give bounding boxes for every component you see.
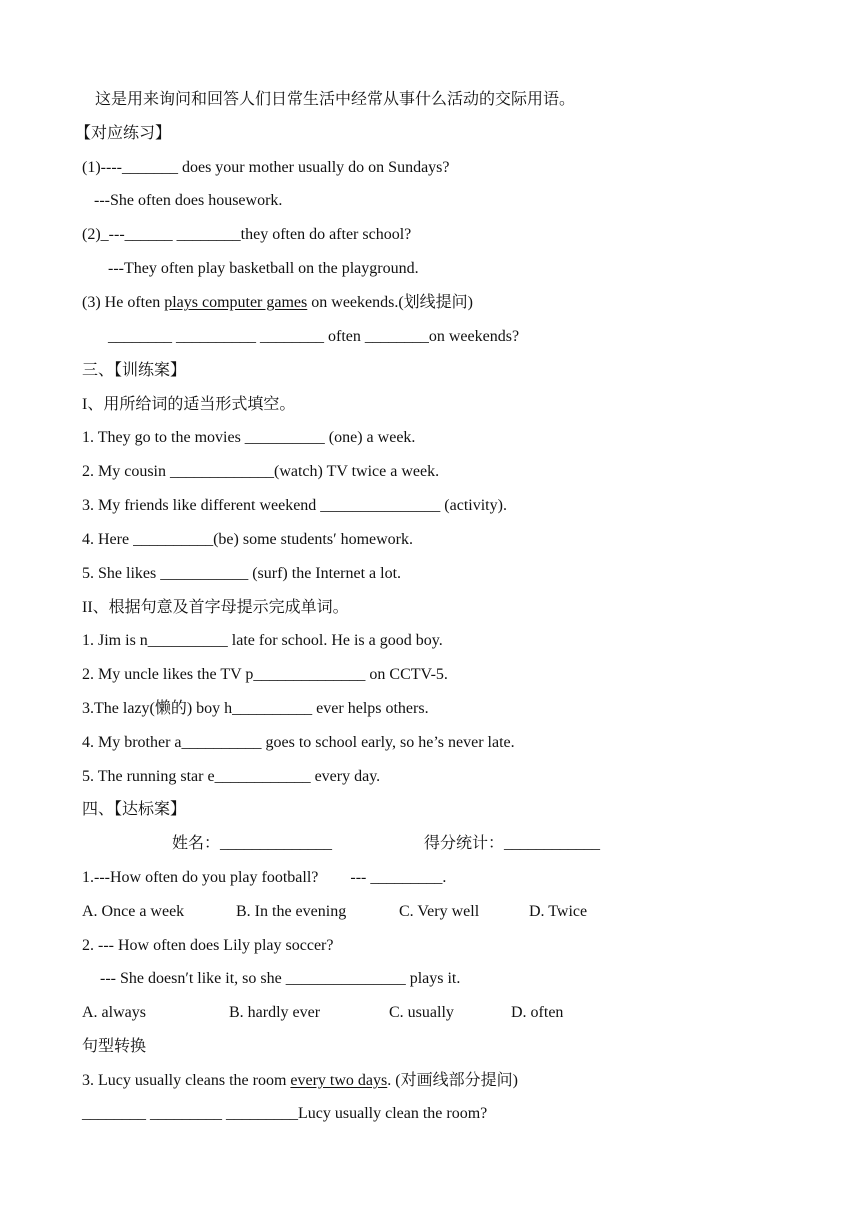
standard-q1-option-c: C. Very well xyxy=(399,903,480,920)
practice-q2-answer: ---They often play basketball on the playground. xyxy=(108,260,419,277)
practice-q3-pre: (3) He often xyxy=(82,294,165,311)
training-part1-item: 1. They go to the movies __________ (one) a week. xyxy=(82,429,416,446)
training-heading: 三、【训练案】 xyxy=(82,362,187,379)
practice-q3-post: on weekends.(划线提问) xyxy=(307,294,474,311)
practice-q2-question: (2)_---______ ________they often do after school? xyxy=(82,226,412,243)
practice-q3-underlined: plays computer games xyxy=(164,294,308,311)
standard-q1-option-d: D. Twice xyxy=(529,903,588,920)
practice-q1-answer: ---She often does housework. xyxy=(94,192,283,209)
standard-q3-underlined: every two days xyxy=(290,1072,388,1089)
standard-q2-sentence: --- She doesn′t like it, so she _______________ plays it. xyxy=(100,970,461,987)
training-part2-item: 2. My uncle likes the TV p______________ on CCTV-5. xyxy=(82,666,448,683)
standard-q1-question: 1.---How often do you play football? --- _________. xyxy=(82,869,447,886)
standard-q2-option-a: A. always xyxy=(82,1004,146,1021)
intro-text: 这是用来询问和回答人们日常生活中经常从事什么活动的交际用语。 xyxy=(95,91,576,108)
standard-q2-option-c: C. usually xyxy=(389,1004,454,1021)
standard-q2-option-d: D. often xyxy=(511,1004,564,1021)
training-part2-item: 4. My brother a__________ goes to school early, so he’s never late. xyxy=(82,734,515,751)
standard-q2-question: 2. --- How often does Lily play soccer? xyxy=(82,937,334,954)
training-part1-item: 2. My cousin _____________(watch) TV twice a week. xyxy=(82,463,440,480)
standard-q2-option-b: B. hardly ever xyxy=(229,1004,321,1021)
standard-q3-pre: 3. Lucy usually cleans the room xyxy=(82,1072,291,1089)
training-part1-title: I、用所给词的适当形式填空。 xyxy=(82,396,296,413)
standard-q1-option-b: B. In the evening xyxy=(236,903,347,920)
standard-heading: 四、【达标案】 xyxy=(82,801,187,818)
standard-q3-post: . (对画线部分提问) xyxy=(387,1072,518,1089)
training-part2-item: 1. Jim is n__________ late for school. He is a good boy. xyxy=(82,632,443,649)
training-part2-item: 3.The lazy(懒的) boy h__________ ever helps others. xyxy=(82,700,429,717)
training-part1-item: 5. She likes ___________ (surf) the Internet a lot. xyxy=(82,565,402,582)
training-part1-item: 3. My friends like different weekend _______________ (activity). xyxy=(82,497,507,514)
transform-title: 句型转换 xyxy=(82,1038,147,1055)
score-field-label: 得分统计：____________ xyxy=(424,835,601,852)
standard-q1-option-a: A. Once a week xyxy=(82,903,185,920)
standard-q3-blank-line: ________ _________ _________Lucy usually clean the room? xyxy=(82,1105,488,1122)
training-part2-item: 5. The running star e____________ every day. xyxy=(82,768,381,785)
standard-q3-question xyxy=(82,1071,518,1091)
practice-q3-blank-line: ________ __________ ________ often ________on weekends? xyxy=(108,328,520,345)
practice-heading: 【对应练习】 xyxy=(75,125,172,142)
practice-q1-question: (1)----_______ does your mother usually do on Sundays? xyxy=(82,159,450,176)
name-field-label: 姓名：______________ xyxy=(172,835,333,852)
practice-q3-question xyxy=(82,293,473,313)
training-part2-title: II、根据句意及首字母提示完成单词。 xyxy=(82,599,349,616)
training-part1-item: 4. Here __________(be) some students′ homework. xyxy=(82,531,413,548)
